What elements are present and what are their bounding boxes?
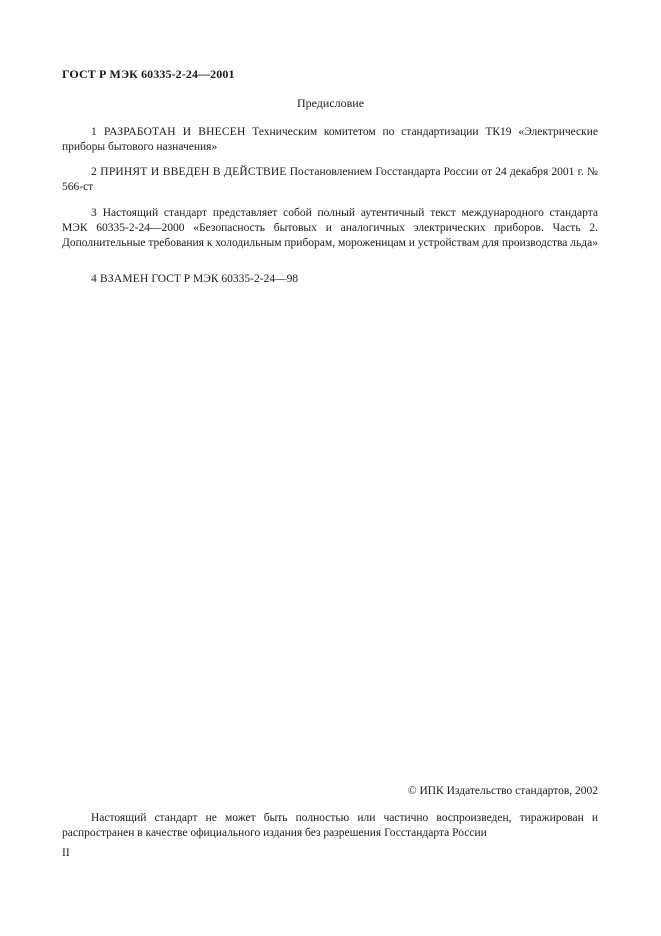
preface-item-3-text: Настоящий стандарт представляет собой полный аутентичный текст международного стандарта МЭК 60335-2-24—2000 «Безопасность бытовых и аналогичных электрических приборов. Часть 2. Дополнительные требования к холодильным приборам, мороженицам и устройствам для производства льда» — [62, 207, 598, 249]
reproduction-notice: Настоящий стандарт не может быть полностью или частично воспроизведен, тиражирован и распространен в качестве официального издания без разрешения Госстандарта России — [62, 812, 598, 839]
preface-item-4 — [62, 272, 598, 287]
document-code-header: ГОСТ Р МЭК 60335-2-24—2001 — [62, 67, 235, 81]
preface-item-1 — [62, 125, 598, 155]
preface-item-4-text: ГОСТ Р МЭК 60335-2-24—98 — [148, 273, 299, 285]
preface-item-2-lead: 2 ПРИНЯТ И ВВЕДЕН В ДЕЙСТВИЕ — [91, 166, 287, 178]
preface-item-3 — [62, 206, 598, 251]
preface-item-1-lead: 1 РАЗРАБОТАН И ВНЕСЕН — [91, 126, 246, 138]
preface-item-2 — [62, 165, 598, 195]
preface-title: Предисловие — [296, 96, 365, 110]
preface-item-2-text: Постановлением Госстандарта России от 24 декабря 2001 г. № 566-ст — [62, 166, 598, 193]
preface-item-3-lead: 3 — [91, 207, 97, 219]
page-number: II — [62, 847, 70, 859]
copyright-line: © ИПК Издательство стандартов, 2002 — [407, 785, 598, 797]
preface-item-4-lead: 4 ВЗАМЕН — [91, 273, 149, 285]
preface-item-1-text: Техническим комитетом по стандартизации ТК19 «Электрические приборы бытового назначения» — [62, 126, 598, 153]
